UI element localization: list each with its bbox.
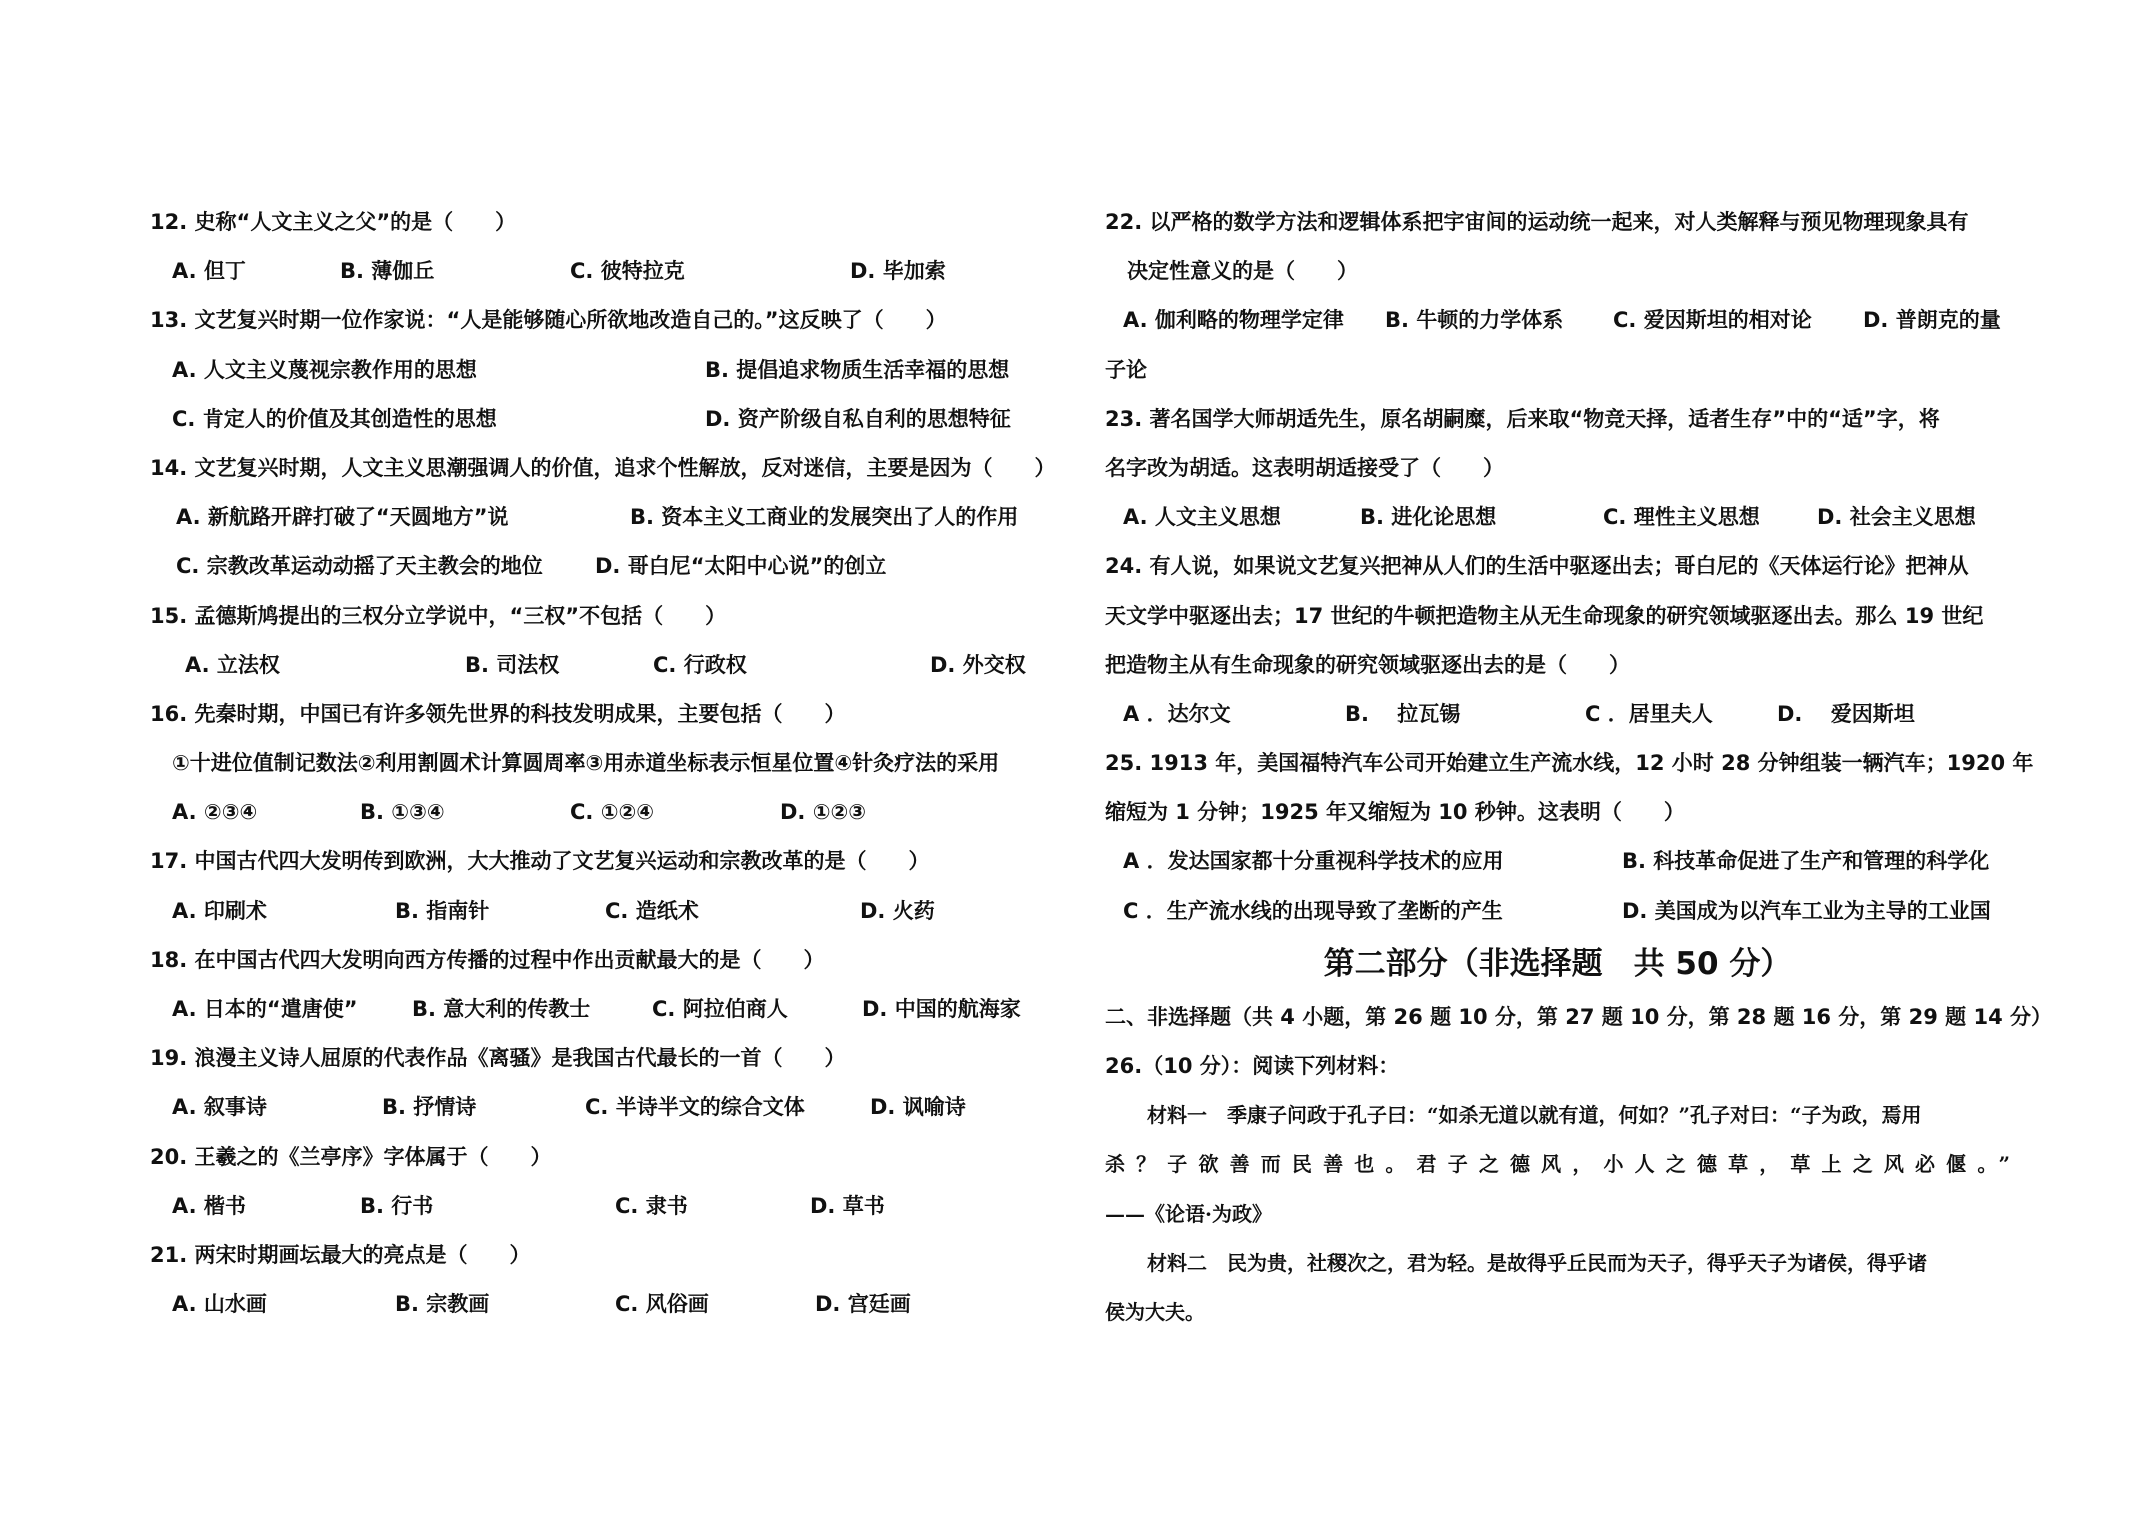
question-23-stem-line1: 23. 著名国学大师胡适先生，原名胡嗣糜，后来取“物竞天择，适者生存”中的“适”字，将: [1105, 406, 1940, 431]
question-22-option-d-continued: 子论: [1105, 357, 1147, 382]
option-b[interactable]: B. 宗教画: [395, 1292, 490, 1317]
option-d[interactable]: D. 普朗克的量: [1863, 308, 2001, 333]
option-b[interactable]: B. 进化论思想: [1360, 505, 1497, 530]
option-a[interactable]: A. 山水画: [172, 1292, 267, 1317]
option-c[interactable]: C. 宗教改革运动动摇了天主教会的地位: [176, 554, 543, 579]
question-13-options-row2: [150, 395, 1090, 444]
option-c[interactable]: C. 风俗画: [615, 1292, 709, 1317]
option-b[interactable]: B. 提倡追求物质生活幸福的思想: [705, 357, 1010, 382]
question-15-stem: 15. 孟德斯鸠提出的三权分立学说中，“三权”不包括（ ）: [150, 603, 727, 628]
option-d[interactable]: D. 社会主义思想: [1817, 505, 1976, 530]
option-a[interactable]: A. 人文主义思想: [1123, 505, 1281, 530]
option-b[interactable]: B. 牛顿的力学体系: [1385, 308, 1564, 333]
question-14-options-row1: [150, 493, 1090, 542]
option-c[interactable]: C. 半诗半文的综合文体: [585, 1095, 805, 1120]
option-d[interactable]: D. 资产阶级自私自利的思想特征: [705, 406, 1011, 431]
question-24-stem-line3: 把造物主从有生命现象的研究领域驱逐出去的是（ ）: [1105, 652, 1630, 677]
option-d[interactable]: D. 草书: [810, 1193, 885, 1218]
option-a[interactable]: A. ②③④: [172, 800, 258, 825]
question-26-stem: 26.（10 分）：阅读下列材料：: [1105, 1054, 1400, 1078]
question-25-stem-line1: 25. 1913 年，美国福特汽车公司开始建立生产流水线，12 小时 28 分钟组装一辆汽车；1920 年: [1105, 751, 2034, 776]
option-d[interactable]: D. 火药: [860, 898, 935, 923]
option-d[interactable]: D. 爱因斯坦: [1777, 701, 1915, 726]
question-24-options: [1105, 690, 2010, 739]
option-b[interactable]: B. ①③④: [360, 800, 445, 825]
question-13-options-row1: [150, 346, 1090, 395]
question-21-options: [150, 1280, 1090, 1329]
option-c[interactable]: C. ①②④: [570, 800, 655, 825]
option-b[interactable]: B. 司法权: [465, 652, 560, 677]
option-c[interactable]: C. 隶书: [615, 1193, 688, 1218]
option-a[interactable]: A. 人文主义蔑视宗教作用的思想: [172, 357, 477, 382]
option-c[interactable]: C. 阿拉伯商人: [652, 997, 788, 1021]
question-22-stem-line2: 决定性意义的是（ ）: [1127, 259, 1358, 284]
option-b[interactable]: B. 抒情诗: [382, 1095, 477, 1120]
option-d[interactable]: D. 哥白尼“太阳中心说”的创立: [595, 554, 887, 579]
material-one-line1: 材料一 季康子问政于孔子曰：“如杀无道以就有道，何如？”孔子对曰：“子为政，焉用: [1147, 1103, 1922, 1128]
question-23-options: [1105, 493, 2010, 542]
option-a[interactable]: A. 但丁: [172, 259, 246, 284]
option-b[interactable]: B. 科技革命促进了生产和管理的科学化: [1622, 849, 1990, 874]
question-21-stem: 21. 两宋时期画坛最大的亮点是（ ）: [150, 1242, 531, 1267]
question-23-stem-line2: 名字改为胡适。这表明胡适接受了（ ）: [1105, 455, 1504, 480]
option-c[interactable]: C. 理性主义思想: [1603, 505, 1760, 530]
option-a[interactable]: A. 楷书: [172, 1193, 246, 1218]
option-d[interactable]: D. 外交权: [930, 652, 1026, 677]
question-20-options: [150, 1182, 1090, 1231]
option-c[interactable]: C. 爱因斯坦的相对论: [1613, 308, 1812, 333]
question-12-options: [150, 247, 1090, 296]
material-two-line2: 侯为大夫。: [1105, 1299, 1205, 1324]
option-d[interactable]: D. ①②③: [780, 800, 867, 825]
option-a[interactable]: A. 新航路开辟打破了“天圆地方”说: [176, 505, 509, 530]
material-one-line2: 杀？子欲善而民善也。君子之德风，小人之德草，草上之风必偃。”: [1105, 1152, 2010, 1177]
question-20-stem: 20. 王羲之的《兰亭序》字体属于（ ）: [150, 1144, 552, 1169]
option-a[interactable]: A ．达尔文: [1123, 701, 1231, 726]
option-d[interactable]: D. 讽喻诗: [870, 1095, 966, 1120]
question-16-items: ①十进位值制记数法②利用割圆术计算圆周率③用赤道坐标表示恒星位置④针灸疗法的采用: [172, 751, 1000, 776]
option-b[interactable]: B. 行书: [360, 1193, 434, 1218]
option-b[interactable]: B. 资本主义工商业的发展突出了人的作用: [630, 505, 1019, 530]
option-a[interactable]: A. 日本的“遣唐使”: [172, 997, 358, 1021]
question-12-stem: 12. 史称“人文主义之父”的是（ ）: [150, 210, 517, 234]
question-17-options: [150, 887, 1090, 936]
question-24-stem-line1: 24. 有人说，如果说文艺复兴把神从人们的生活中驱逐出去；哥白尼的《天体运行论》把神从: [1105, 554, 1969, 579]
question-14-stem: 14. 文艺复兴时期，人文主义思潮强调人的价值，追求个性解放，反对迷信，主要是因为（ ）: [150, 455, 1056, 480]
question-15-options: [150, 641, 1090, 690]
question-22-stem-line1: 22. 以严格的数学方法和逻辑体系把宇宙间的运动统一起来，对人类解释与预见物理现象具有: [1105, 210, 1969, 234]
option-c[interactable]: C ．生产流水线的出现导致了垄断的产生: [1123, 898, 1503, 923]
part-two-title: 第二部分（非选择题 共 50 分）: [1323, 945, 1792, 982]
option-b[interactable]: B. 拉瓦锡: [1345, 701, 1461, 726]
question-25-options-row2: [1105, 887, 2010, 936]
option-d[interactable]: D. 宫廷画: [815, 1292, 911, 1317]
question-25-stem-line2: 缩短为 1 分钟；1925 年又缩短为 10 秒钟。这表明（ ）: [1105, 800, 1685, 825]
question-22-options: [1105, 296, 2010, 345]
question-25-options-row1: [1105, 837, 2010, 886]
option-d[interactable]: D. 中国的航海家: [862, 997, 1021, 1021]
question-18-stem: 18. 在中国古代四大发明向西方传播的过程中作出贡献最大的是（ ）: [150, 947, 825, 972]
question-18-options: [150, 985, 1090, 1034]
part-two-description: 二、非选择题（共 4 小题，第 26 题 10 分，第 27 题 10 分，第 28 题 16 分，第 29 题 14 分）: [1105, 1004, 2052, 1029]
option-b[interactable]: B. 薄伽丘: [340, 259, 435, 284]
material-one-source: ——《论语·为政》: [1105, 1201, 1272, 1226]
question-17-stem: 17. 中国古代四大发明传到欧洲，大大推动了文艺复兴运动和宗教改革的是（ ）: [150, 849, 930, 874]
option-d[interactable]: D. 美国成为以汽车工业为主导的工业国: [1622, 898, 1991, 923]
question-16-options: [150, 788, 1090, 837]
right-column: [1105, 198, 2052, 1337]
material-two-line1: 材料二 民为贵，社稷次之，君为轻。是故得乎丘民而为天子，得乎天子为诸侯，得乎诸: [1147, 1250, 1927, 1275]
option-a[interactable]: A. 立法权: [185, 652, 280, 677]
question-19-stem: 19. 浪漫主义诗人屈原的代表作品《离骚》是我国古代最长的一首（ ）: [150, 1046, 846, 1071]
option-b[interactable]: B. 意大利的传教士: [412, 997, 591, 1021]
left-column: [150, 198, 1090, 1329]
option-c[interactable]: C. 造纸术: [605, 898, 699, 923]
option-d[interactable]: D. 毕加索: [850, 259, 946, 284]
option-a[interactable]: A. 伽利略的物理学定律: [1123, 308, 1344, 333]
question-19-options: [150, 1083, 1090, 1132]
question-24-stem-line2: 天文学中驱逐出去；17 世纪的牛顿把造物主从无生命现象的研究领域驱逐出去。那么 19 世纪: [1105, 603, 1984, 628]
option-c[interactable]: C. 行政权: [653, 652, 747, 677]
option-c[interactable]: C. 彼特拉克: [570, 259, 685, 284]
option-a[interactable]: A. 印刷术: [172, 898, 267, 923]
option-a[interactable]: A ．发达国家都十分重视科学技术的应用: [1123, 849, 1504, 874]
question-13-stem: 13. 文艺复兴时期一位作家说：“人是能够随心所欲地改造自己的。”这反映了（ ）: [150, 308, 947, 333]
option-c[interactable]: C ．居里夫人: [1585, 701, 1713, 726]
question-16-stem: 16. 先秦时期，中国已有许多领先世界的科技发明成果，主要包括（ ）: [150, 701, 846, 726]
option-c[interactable]: C. 肯定人的价值及其创造性的思想: [172, 406, 497, 431]
option-b[interactable]: B. 指南针: [395, 898, 490, 923]
question-14-options-row2: [150, 542, 1090, 591]
option-a[interactable]: A. 叙事诗: [172, 1095, 267, 1120]
